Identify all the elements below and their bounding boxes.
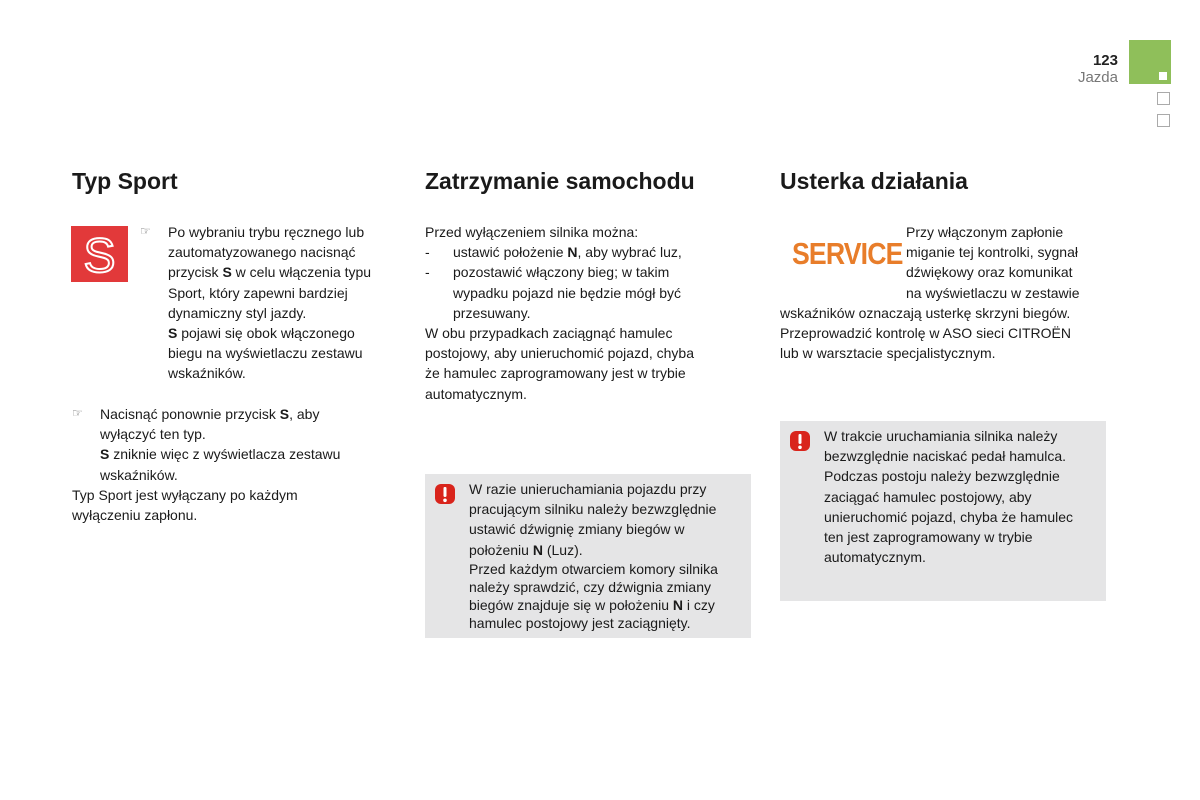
warning-exclamation-icon [434, 483, 456, 505]
warning-text-start: W trakcie uruchamiania silnika należy bezwzględnie naciskać pedał hamulca. Podczas postoju należy bezwzględnie zaciągać hamulec postojowy, aby unieruchomić pojazd, chyba że hamulec ten jest zaprogramowany w trybie automatycznym. [824, 428, 1074, 566]
sport-mode-icon [71, 226, 128, 282]
warning-text-stopping: W razie unieruchamiania pojazdu przy pracującym silniku należy bezwzględnie ustawić dźwignię zmiany biegów w położeniu N (Luz). Przed każdym otwarciem komory silnika należy sprawdzić, czy dźwignia zmiany biegów znajduje się w położeniu N i czy hamulec postojowy jest zaciągnięty. [469, 481, 718, 631]
sport-disable-instructions: Nacisnąć ponownie przycisk S, aby wyłączyć ten typ. S zniknie więc z wyświetlacza zestawu wskaźników. [100, 406, 341, 483]
sport-instructions: Po wybraniu trybu ręcznego lub zautomatyzowanego nacisnąć przycisk S w celu włączenia typu Sport, który zapewni bardziej dynamiczny styl jazdy. S pojawi się obok włączonego biegu na wyświetlaczu zestawu wskaźników. [168, 224, 372, 382]
pointing-hand-icon: ☞ [140, 224, 151, 238]
sport-note: Typ Sport jest wyłączany po każdym wyłączeniu zapłonu. [72, 487, 298, 524]
chapter-tab-dot [1159, 72, 1167, 80]
chapter-tab-empty[interactable] [1157, 92, 1170, 105]
heading-typ-sport: Typ Sport [72, 168, 178, 194]
chapter-tab-empty[interactable] [1157, 114, 1170, 127]
heading-zatrzymanie: Zatrzymanie samochodu [425, 168, 695, 194]
section-label: Jazda [1077, 69, 1118, 86]
malfunction-text-top: Przy włączonym zapłonie miganie tej kontrolki, sygnał dźwiękowy oraz komunikat na wyświetlaczu w zestawie [906, 224, 1080, 301]
stopping-text: Przed wyłączeniem silnika można: - ustawić położenie N, aby wybrać luz, - pozostawić włączony bieg; w takim wypadku pojazd nie będzie mógł być przesuwany. W obu przypadkach zaciągnąć hamulec postojowy, aby unieruchomić pojazd, chyba że hamulec zaprogramowany jest w trybie automatycznym. [425, 224, 695, 402]
sport-icon-letter: S [83, 230, 116, 282]
warning-exclamation-icon [789, 430, 811, 452]
chapter-tab-active[interactable] [1129, 40, 1171, 84]
heading-usterka: Usterka działania [780, 168, 968, 194]
service-warning-indicator: SERVICE [792, 236, 903, 271]
page-number: 123 [1092, 52, 1118, 69]
warning-box-stopping [425, 474, 751, 638]
warning-box-start [780, 421, 1106, 601]
pointing-hand-icon: ☞ [72, 406, 83, 420]
malfunction-text-bottom: wskaźników oznaczają usterkę skrzyni biegów. Przeprowadzić kontrolę w ASO sieci CITROËN lub w warsztacie specjalistycznym. [780, 305, 1071, 362]
